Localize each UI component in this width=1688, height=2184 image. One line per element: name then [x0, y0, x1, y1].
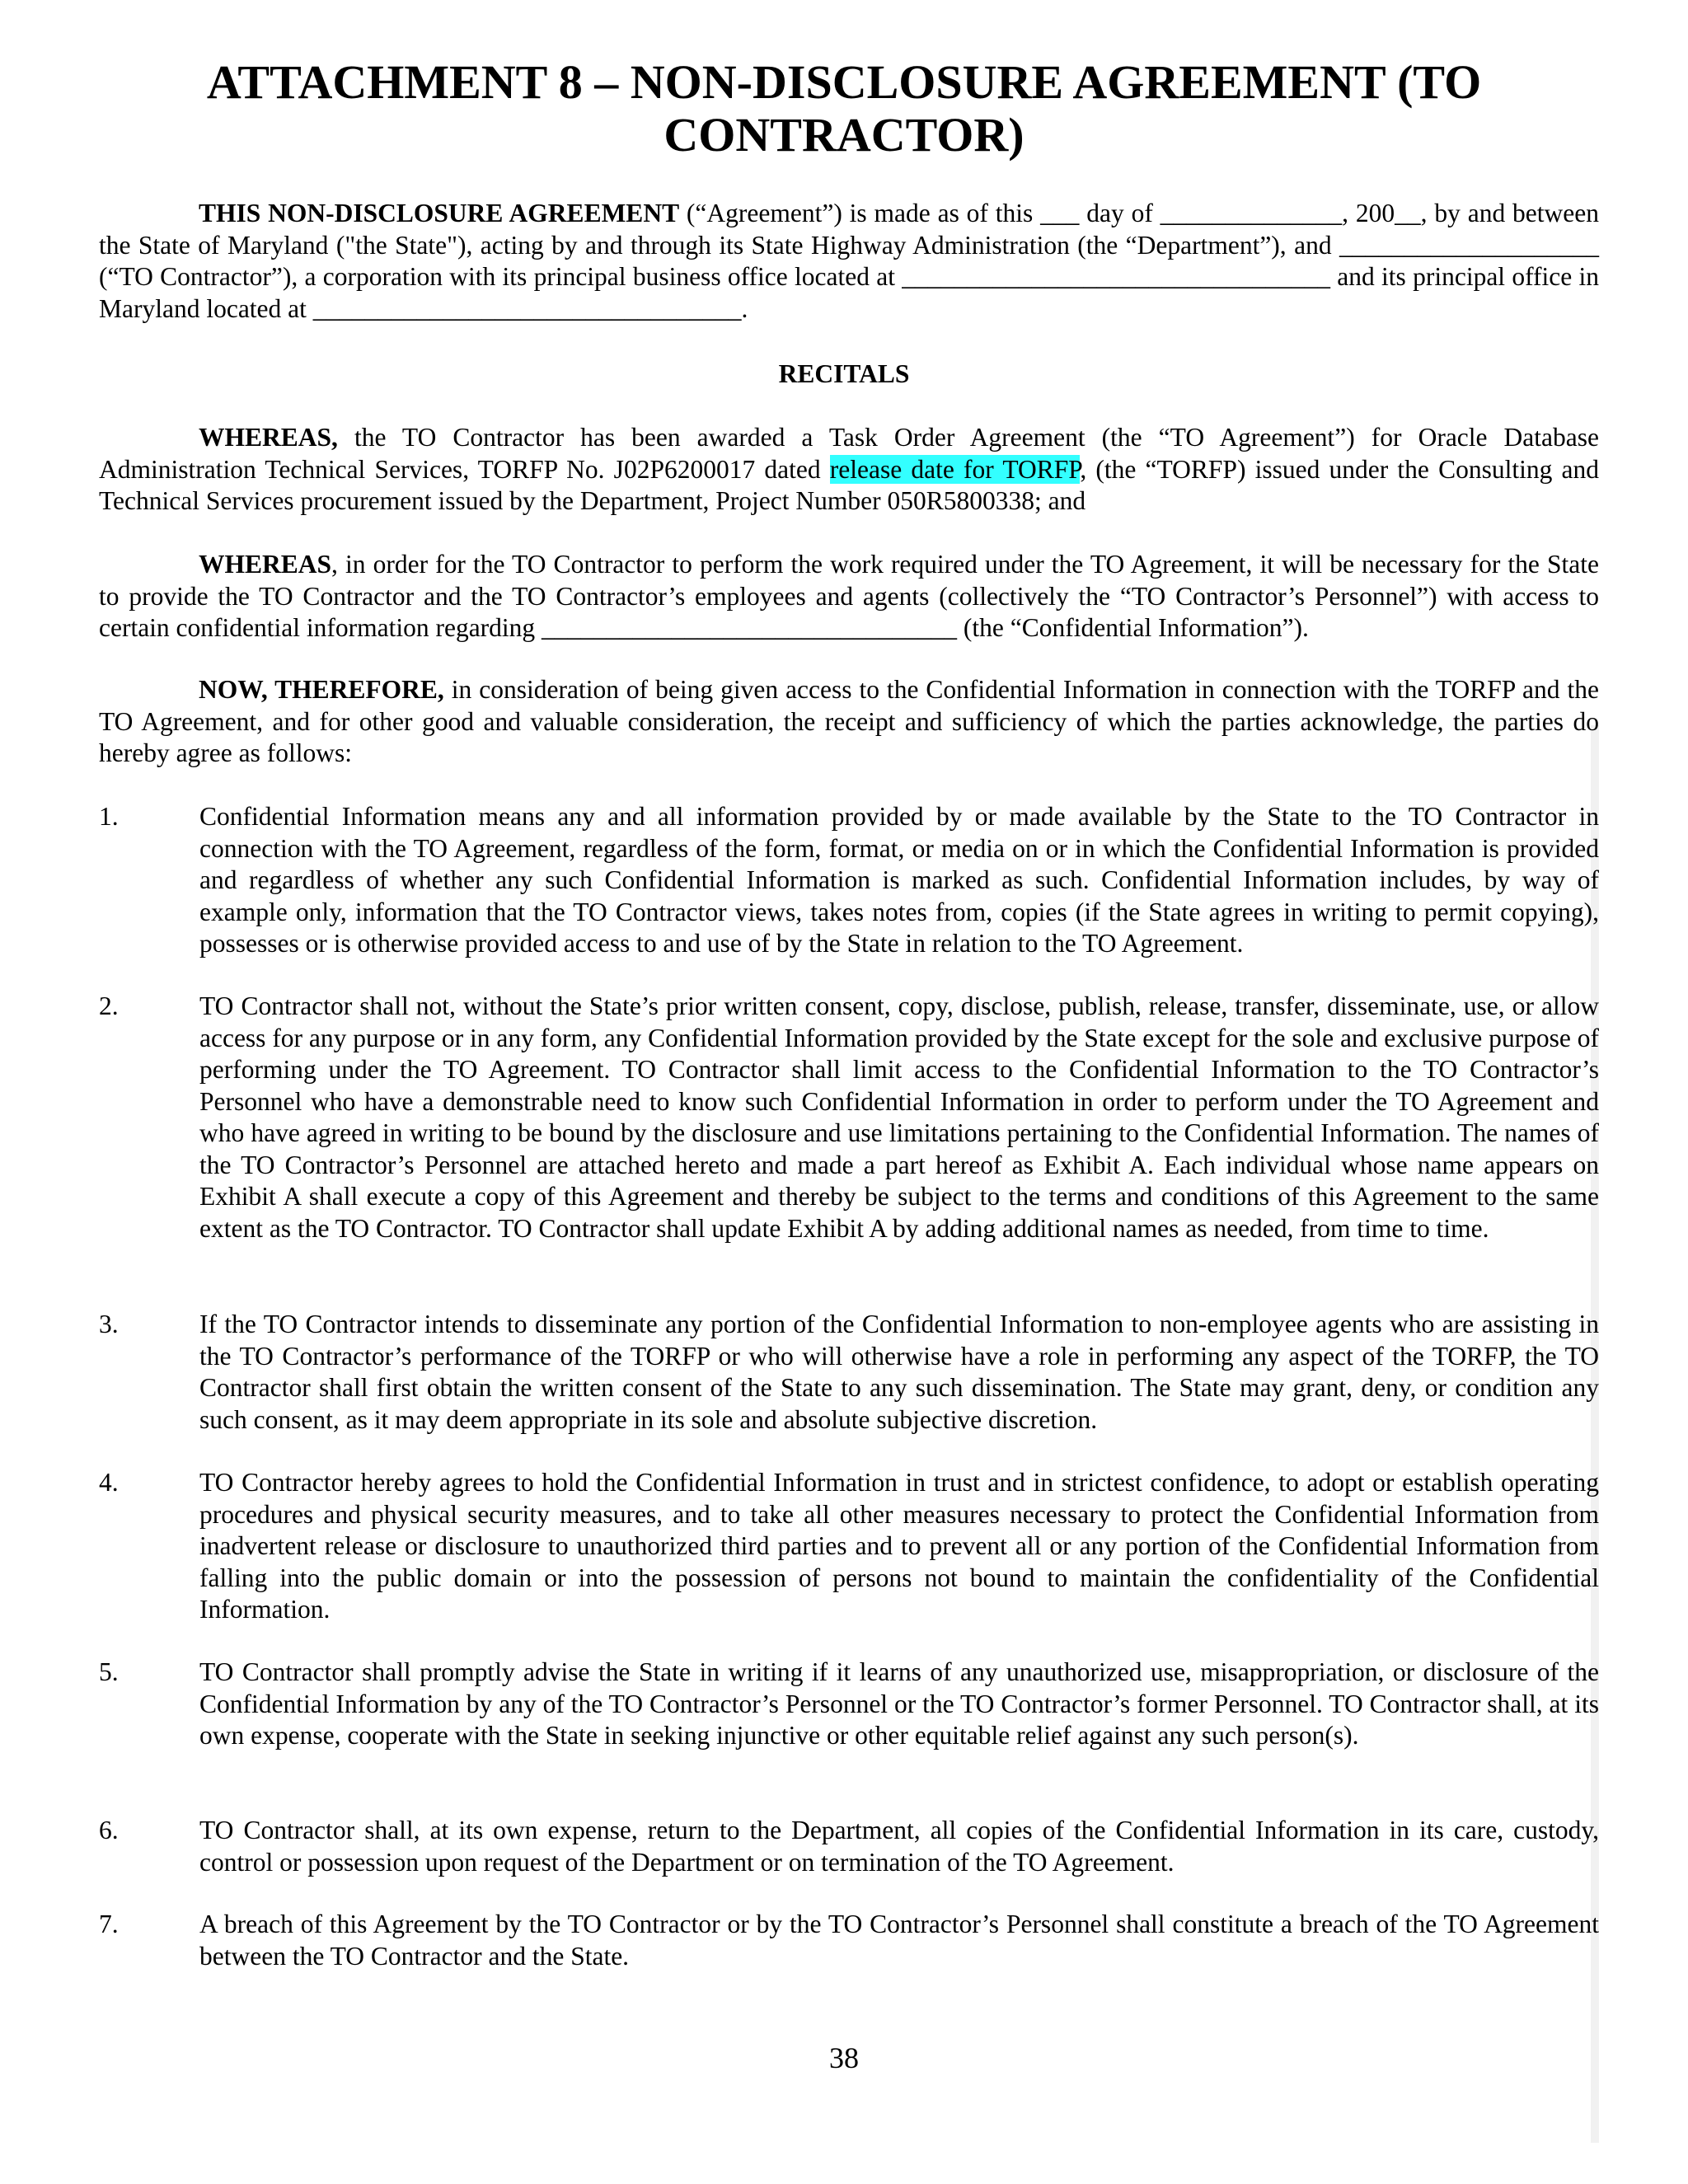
list-item	[99, 1467, 1599, 1626]
item-text: If the TO Contractor intends to disseminate any portion of the Confidential Information to non-employee agents who are assisting in the TO Contractor’s performance of the TORFP or who will otherwise have a role in performing any aspect of the TORFP, the TO Contractor shall first obtain the written consent of the State to any such dissemination. The State may grant, deny, or condition any such consent, as it may deem appropriate in its sole and absolute subjective discretion.	[199, 1310, 1599, 1434]
item-text: TO Contractor shall, at its own expense, return to the Department, all copies of the Confidential Information in its care, custody, control or possession upon request of the Department or on termination of the TO Agreement.	[199, 1816, 1599, 1877]
item-number: 5.	[99, 1657, 119, 1686]
highlighted-text: release date for TORFP	[829, 454, 1081, 484]
intro-text: (“Agreement”) is made as of this ___ day of ______________, 200__, by and between the State of Maryland ("the State"), acting by and through its State Highway Administration (the “Department”), and ____________________ (“TO Contractor”), a corporation with its principal business office located at _________________________________ and its principal office in Maryland located at _________________________________.	[99, 199, 1599, 323]
whereas-paragraph-2	[99, 549, 1599, 644]
list-item	[99, 1657, 1599, 1752]
item-text: TO Contractor hereby agrees to hold the Confidential Information in trust and in strictest confidence, to adopt or establish operating procedures and physical security measures, and to take all other measures necessary to protect the Confidential Information from inadvertent release or disclosure to unauthorized third parties and to prevent all or any portion of the Confidential Information from falling into the public domain or into the possession of persons not bound to maintain the confidentiality of the Confidential Information.	[199, 1468, 1599, 1624]
therefore-bold: NOW, THEREFORE,	[199, 675, 444, 704]
list-item	[99, 1309, 1599, 1436]
item-number: 4.	[99, 1468, 119, 1497]
list-item	[99, 801, 1599, 960]
intro-bold: THIS NON-DISCLOSURE AGREEMENT	[199, 199, 680, 227]
list-item	[99, 1909, 1599, 1972]
item-number: 2.	[99, 991, 119, 1020]
list-item	[99, 991, 1599, 1244]
therefore-text: in consideration of being given access to the Confidential Information in connection with the TORFP and the TO Agreement, and for other good and valuable consideration, the receipt and sufficiency of which the parties acknowledge, the parties do hereby agree as follows:	[99, 675, 1599, 767]
item-number: 7.	[99, 1910, 119, 1938]
item-text: Confidential Information means any and all information provided by or made available by the State to the TO Contractor in connection with the TO Agreement, regardless of the form, format, or media on or in which the Confidential Information is provided and regardless of whether any such Confidential Information is marked as such. Confidential Information includes, by way of example only, information that the TO Contractor views, takes notes from, copies (if the State agrees in writing to permit copying), possesses or is otherwise provided access to and use of by the State in relation to the TO Agreement.	[199, 802, 1599, 958]
list-item	[99, 1815, 1599, 1878]
page-number: 38	[829, 2041, 859, 2074]
whereas-1-text: the TO Contractor has been awarded a Task Order Agreement (the “TO Agreement”) for Oracle Database Administration Technical Services, TORFP No. J02P6200017 dated	[99, 423, 1599, 484]
whereas-paragraph-1	[99, 422, 1599, 518]
whereas-2-bold: WHEREAS	[199, 550, 332, 579]
item-text: A breach of this Agreement by the TO Contractor or by the TO Contractor’s Personnel shall constitute a breach of the TO Agreement between the TO Contractor and the State.	[199, 1910, 1599, 1971]
therefore-paragraph	[99, 674, 1599, 770]
whereas-2-text: , in order for the TO Contractor to perform the work required under the TO Agreement, it will be necessary for the State to provide the TO Contractor and the TO Contractor’s employees and agents (collectively the “TO Contractor’s Personnel”) with access to certain confidential information regarding ________________________________ (the “Confidential Information”).	[99, 550, 1599, 642]
item-text: TO Contractor shall promptly advise the State in writing if it learns of any unauthorized use, misappropriation, or disclosure of the Confidential Information by any of the TO Contractor’s Personnel or the TO Contractor’s former Personnel. TO Contractor shall, at its own expense, cooperate with the State in seeking injunctive or other equitable relief against any such person(s).	[199, 1657, 1599, 1750]
intro-paragraph	[99, 198, 1599, 325]
recitals-heading: RECITALS	[778, 359, 910, 388]
item-text: TO Contractor shall not, without the State’s prior written consent, copy, disclose, publish, release, transfer, disseminate, use, or allow access for any purpose or in any form, any Confidential Information provided by the State except for the sole and exclusive purpose of performing under the TO Agreement. TO Contractor shall limit access to the Confidential Information to the TO Contractor’s Personnel who have a demonstrable need to know such Confidential Information in order to perform under the TO Agreement and who have agreed in writing to be bound by the disclosure and use limitations pertaining to the Confidential Information. The names of the TO Contractor’s Personnel are attached hereto and made a part hereof as Exhibit A. Each individual whose name appears on Exhibit A shall execute a copy of this Agreement and thereby be subject to the terms and conditions of this Agreement to the same extent as the TO Contractor. TO Contractor shall update Exhibit A by adding additional names as needed, from time to time.	[199, 991, 1599, 1243]
whereas-1-bold: WHEREAS,	[199, 423, 338, 452]
item-number: 3.	[99, 1310, 119, 1338]
whereas-1-text-end: , (the “TORFP) issued under the Consulting and Technical Services procurement issued by the Department, Project Number 050R5800338; and	[99, 454, 1599, 515]
page-title: ATTACHMENT 8 – NON-DISCLOSURE AGREEMENT (TO CONTRACTOR)	[206, 55, 1482, 162]
item-number: 6.	[99, 1816, 119, 1844]
item-number: 1.	[99, 802, 119, 831]
